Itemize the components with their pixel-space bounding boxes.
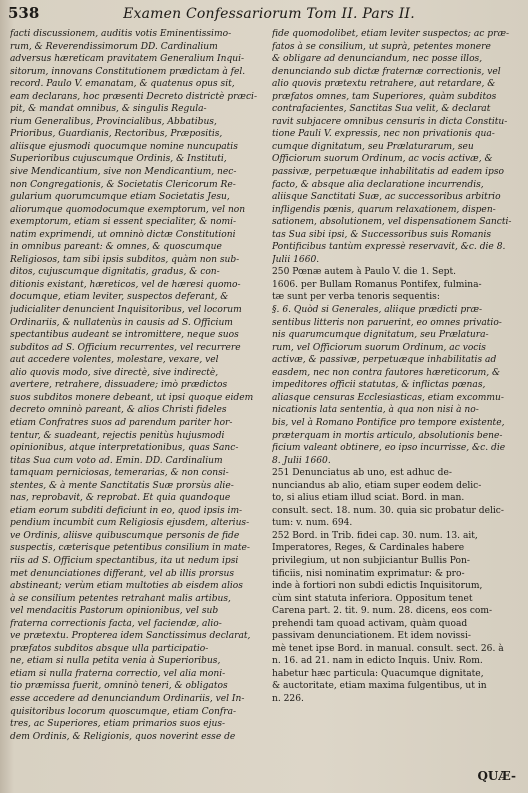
text-line: Prioribus, Guardianis, Rectoribus, Præpositis, bbox=[10, 129, 223, 140]
text-line: 252 Bord. in Trib. fidei cap. 30. num. 13. ait, bbox=[272, 530, 478, 541]
text-line: judicialiter denuncient Inquisitoribus, vel locorum bbox=[10, 305, 242, 316]
text-line: gularium quorumcumque etiam Societatis Jesu, bbox=[10, 192, 230, 203]
text-line: aliasque censuras Ecclesiasticas, etiam excommu- bbox=[272, 392, 504, 403]
text-line: 251 Denunciatus ab uno, est adhuc de- bbox=[272, 468, 452, 479]
text-line: tas Sua sibi ipsi, & Successoribus suis Romanis bbox=[272, 229, 492, 240]
text-line: Superioribus cujuscumque Ordinis, & Instituti, bbox=[10, 154, 227, 165]
text-line: riis ad S. Officium spectantibus, ita ut nedum ipsi bbox=[10, 555, 239, 566]
paragraph-252 bbox=[272, 530, 520, 706]
text-line: rum, vel Officiorum suorum Ordinum, ac vocis bbox=[272, 342, 486, 353]
text-line: titas Sua cum voto ad. Emin. DD. Cardinalium bbox=[10, 455, 223, 466]
text-line: eam declarans, hoc præsenti Decreto districtè præci- bbox=[10, 91, 257, 102]
text-line: 250 Pœnæ autem à Paulo V. die 1. Sept. bbox=[272, 267, 456, 278]
text-line: subditos ad S. Officium recurrentes, vel recurrere bbox=[10, 342, 241, 353]
text-line: quisitoribus locorum quoscumque, etiam Confra- bbox=[10, 706, 237, 717]
text-line: Religiosos, tam sibi ipsis subditos, quàm non sub- bbox=[10, 254, 240, 265]
text-line: alio quovis prætextu retrahere, aut retardare, & bbox=[272, 79, 496, 90]
text-line: Julii 1660. bbox=[272, 254, 320, 265]
running-head: Examen Confessariorum Tom II. Pars II. bbox=[123, 6, 415, 22]
text-line: 8. Julii 1660. bbox=[272, 455, 331, 466]
text-line: & auctoritate, etiam maxima fulgentibus, ut in bbox=[272, 681, 487, 692]
text-line: n. 226. bbox=[272, 693, 304, 704]
text-line: activæ, & passivæ, perpetuæque inhabilitatis ad bbox=[272, 355, 497, 366]
text-line: n. 16. ad 21. nam in edicto Inquis. Univ. Rom. bbox=[272, 656, 483, 667]
text-line: facto, & absque alia declaratione incurrendis, bbox=[272, 179, 484, 190]
text-line: natim exprimendi, ut omninò dictæ Constitutioni bbox=[10, 229, 236, 240]
text-line: documque, etiam leviter, suspectos deferant, & bbox=[10, 292, 229, 303]
text-line: Pontificibus tantùm expressè reservavit, &c. die 8. bbox=[272, 242, 506, 253]
text-line: ve prætextu. Propterea idem Sanctissimus declarat, bbox=[10, 631, 251, 642]
text-line: spectantibus audeant se intromittere, neque suos bbox=[10, 330, 239, 341]
text-line: suspectis, cæterisque petentibus consilium in mate- bbox=[10, 543, 250, 554]
text-line: suos subditos monere debeant, ut ipsi quoque eidem bbox=[10, 392, 254, 403]
text-line: nicationis lata sententia, à qua non nisi à no- bbox=[272, 405, 479, 416]
text-line: impeditores officii statutas, & inflictas pœnas, bbox=[272, 380, 486, 391]
text-line: sitorum, innovans Constitutionem prædictam à fel. bbox=[10, 66, 246, 77]
text-line: esse accedere ad denunciandum Ordinariis, vel In- bbox=[10, 693, 245, 704]
text-line: privilegium, ut non subjiciantur Bullis Pon- bbox=[272, 555, 470, 566]
text-line: stentes, & à mente Sanctitatis Suæ prorsùs alie- bbox=[10, 480, 234, 491]
text-line: cumque dignitatum, seu Prælaturarum, seu bbox=[272, 141, 474, 152]
text-line: record. Paulo V. emanatam, & quatenus opus sit, bbox=[10, 79, 235, 90]
text-line: fraterna correctionis facta, vel faciendæ, alio- bbox=[10, 618, 222, 629]
page-number: 538 bbox=[8, 4, 40, 22]
text-line: exemptorum, etiam si essent specialiter, & nomi- bbox=[10, 217, 237, 228]
text-line: ficium valeant obtinere, eo ipso incurrisse, &c. die bbox=[272, 443, 506, 454]
text-line: Ordinariis, & nullatenùs in causis ad S. Officium bbox=[10, 317, 233, 328]
text-line: opinionibus, atque interpretationibus, quas Sanc- bbox=[10, 443, 239, 454]
text-line: etiam eorum subditi deficiunt in eo, quod ipsis im- bbox=[10, 505, 243, 516]
text-line: nunciandus ab alio, etiam super eodem delic- bbox=[272, 480, 482, 491]
text-line: præfatos subditos absque ulla participatio- bbox=[10, 643, 209, 654]
paragraph-250-heading bbox=[272, 266, 520, 304]
text-line: pit, & mandat omnibus, & singulis Regula- bbox=[10, 104, 207, 115]
text-line: fide quomodolibet, etiam leviter suspectos; ac præ- bbox=[272, 29, 510, 39]
text-line: præterquam in mortis articulo, absolutionis bene- bbox=[272, 430, 503, 441]
text-line: nas, reprobavit, & reprobat. Et quia quandoque bbox=[10, 493, 231, 504]
text-line: aut accedere volentes, molestare, vexare, vel bbox=[10, 355, 219, 366]
text-line: tione Pauli V. expressis, nec non privationis qua- bbox=[272, 129, 495, 140]
left-column bbox=[10, 28, 257, 743]
text-line: ve Ordinis, aliisve quibuscumque personis de fide bbox=[10, 530, 240, 541]
text-line: to, si alius etiam illud sciat. Bord. in man. bbox=[272, 493, 465, 504]
text-line: Carena part. 2. tit. 9. num. 28. dicens, eos com- bbox=[272, 606, 493, 617]
text-line: Imperatores, Reges, & Cardinales habere bbox=[272, 543, 465, 554]
text-line: decreto omninò pareant, & alios Christi fideles bbox=[10, 405, 227, 416]
text-line: consult. sect. 18. num. 30. quia sic probatur delic- bbox=[272, 505, 504, 516]
text-line: aliorumque quomodocumque exemptorum, vel non bbox=[10, 204, 246, 215]
text-line: §. 6. Quòd si Generales, aliique prædicti præ- bbox=[272, 305, 483, 316]
text-line: non Congregationis, & Societatis Clericorum Re- bbox=[10, 179, 236, 190]
text-line: præfatos omnes, tam Superiores, quàm subditos bbox=[272, 91, 497, 102]
text-line: Officiorum suorum Ordinum, ac vocis activæ, & bbox=[272, 154, 493, 165]
text-line: tæ sunt per verba tenoris sequentis: bbox=[272, 292, 440, 303]
text-line: sive Mendicantium, sive non Mendicantium, nec- bbox=[10, 167, 237, 178]
paragraph-250-quote bbox=[272, 304, 520, 467]
text-line: ditionis existant, hæreticos, vel de hæresi quomo- bbox=[10, 279, 241, 290]
text-line: dem Ordinis, & Religionis, quos noverint esse de bbox=[10, 731, 236, 742]
text-line: in omnibus pareant: & omnes, & quoscumque bbox=[10, 242, 222, 253]
text-line: easdem, nec non contra fautores hæreticorum, & bbox=[272, 367, 501, 378]
text-line: ravit subjacere omnibus censuris in dicta Constitu- bbox=[272, 116, 508, 127]
text-line: sationem, absolutionem, vel dispensationem Sancti- bbox=[272, 217, 512, 228]
text-line: pendium incumbit cum Religiosis ejusdem, alterius- bbox=[10, 518, 250, 529]
text-line: & obligare ad denunciandum, nec posse illos, bbox=[272, 54, 483, 65]
text-line: tio præmissa fuerit, omninò teneri, & obligatos bbox=[10, 681, 228, 692]
page-header bbox=[8, 4, 520, 26]
text-line: bis, vel à Romano Pontifice pro tempore existente, bbox=[272, 417, 505, 428]
text-line: passivæ, perpetuæque inhabilitatis ad eadem ipso bbox=[272, 167, 505, 178]
text-line: ditos, cujuscumque dignitatis, gradus, & con- bbox=[10, 267, 220, 278]
text-line: met denunciationes differant, vel ab illis prorsus bbox=[10, 568, 235, 579]
text-line: contrafacientes, Sanctitas Sua velit, & declarat bbox=[272, 104, 491, 115]
text-line: adversus hæreticam pravitatem Generalium Inqui- bbox=[10, 54, 245, 65]
text-line: tentur, & suadeant, rejectis penitùs hujusmodi bbox=[10, 430, 225, 441]
text-line: aliisque Sanctitati Suæ, ac successoribus arbitrio bbox=[272, 192, 501, 203]
catchword: QUÆ- bbox=[477, 769, 516, 783]
text-line: cùm sint statuta inferiora. Oppositum tenet bbox=[272, 593, 473, 604]
text-line: prehendi tam quoad activam, quàm quoad bbox=[272, 618, 468, 629]
paragraph-251 bbox=[272, 467, 520, 530]
text-line: fatos à se consilium, ut suprà, petentes monere bbox=[272, 41, 491, 52]
text-line: tificiis, nisi nominatim exprimatur: & pro- bbox=[272, 568, 465, 579]
text-line: abstineant; verùm etiam multoties ab eisdem alios bbox=[10, 581, 243, 592]
text-line: rum, & Reverendissimorum DD. Cardinalium bbox=[10, 41, 218, 52]
text-line: facti discussionem, auditis votis Eminentissimo- bbox=[10, 29, 232, 39]
text-line: 1606. per Bullam Romanus Pontifex, fulmina- bbox=[272, 279, 482, 290]
text-line: avertere, retrahere, dissuadere; imò prædictos bbox=[10, 380, 228, 391]
text-line: à se consilium petentes retrahant malis artibus, bbox=[10, 593, 231, 604]
text-line: etiam si nulla fraterna correctio, vel alia moni- bbox=[10, 668, 226, 679]
text-line: tres, ac Superiores, etiam primarios suos ejus- bbox=[10, 719, 226, 730]
text-line: sentibus litteris non paruerint, eo omnes privatio- bbox=[272, 317, 502, 328]
text-line: etiam Confratres suos ad parendum pariter hor- bbox=[10, 417, 233, 428]
text-line: infligendis pœnis, quarum relaxationem, dispen- bbox=[272, 204, 496, 215]
text-line: rium Generalibus, Provincialibus, Abbatibus, bbox=[10, 116, 217, 127]
text-line: mè tenet ipse Bord. in manual. consult. sect. 26. à bbox=[272, 643, 504, 654]
right-column bbox=[272, 28, 520, 706]
text-line: tum: v. num. 694. bbox=[272, 518, 353, 529]
right-column-continuation bbox=[272, 28, 520, 266]
text-line: tamquam perniciosas, temerarias, & non consi- bbox=[10, 468, 229, 479]
text-line: alio quovis modo, sive directè, sive indirectè, bbox=[10, 367, 219, 378]
text-line: passivam denunciationem. Et idem novissi- bbox=[272, 631, 471, 642]
text-line: habetur hæc particula: Quacumque dignitate, bbox=[272, 668, 484, 679]
text-line: denunciando sub dictæ fraternæ correctionis, vel bbox=[272, 66, 501, 77]
text-line: aliisque ejusmodi quocumque nomine nuncupatis bbox=[10, 141, 238, 152]
text-line: ne, etiam si nulla petita venia à Superioribus, bbox=[10, 656, 221, 667]
text-line: inde à fortiori non subdi edictis Inquisitorum, bbox=[272, 581, 483, 592]
text-line: vel mendacitis Pastorum opinionibus, vel sub bbox=[10, 606, 219, 617]
text-line: nis quarumcumque dignitatum, seu Prælatura- bbox=[272, 330, 489, 341]
